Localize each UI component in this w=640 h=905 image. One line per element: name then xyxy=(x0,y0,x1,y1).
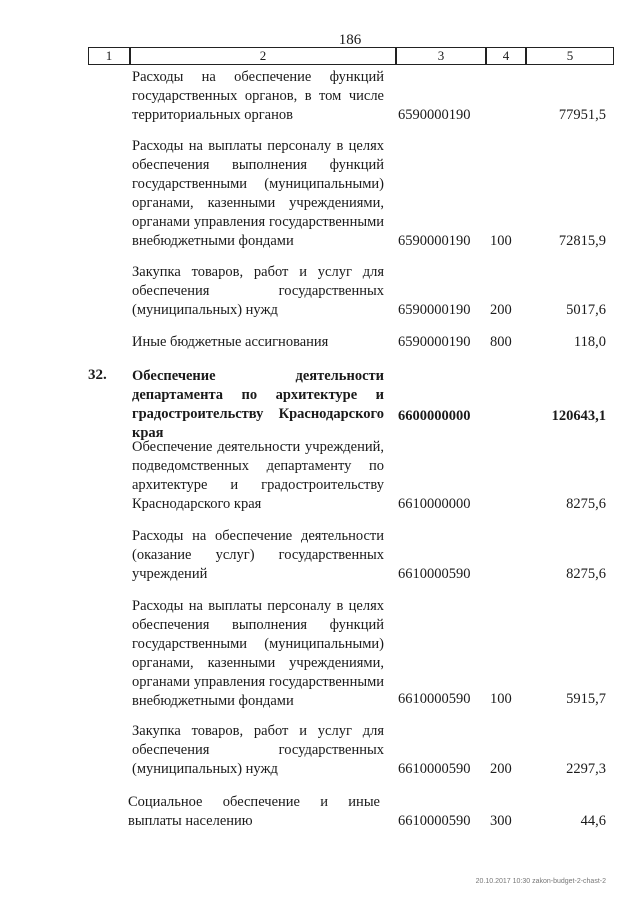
row-amount: 118,0 xyxy=(573,334,606,350)
row-amount: 8275,6 xyxy=(566,566,606,582)
page-number: 186 xyxy=(338,32,362,48)
row-type: 100 xyxy=(490,691,512,707)
row-amount: 2297,3 xyxy=(566,761,606,777)
row-description: Иные бюджетные ассигнования xyxy=(132,334,329,350)
row-description: Обеспечение деятельности департамента по архитектуре и градостроительству Краснодарского края xyxy=(132,368,384,441)
header-col-1: 1 xyxy=(88,47,130,65)
row-type: 200 xyxy=(490,761,512,777)
row-amount: 72815,9 xyxy=(558,233,606,249)
row-amount: 5017,6 xyxy=(566,302,606,318)
row-code: 6610000590 xyxy=(398,761,471,777)
footer-stamp: 20.10.2017 10:30 zakon-budget-2-chast-2 xyxy=(475,878,606,885)
row-description: Расходы на выплаты персоналу в целях обеспечения выполнения функций государственными (муниципальными) органами, казенными учреждениями, органами управления государственными внебюджетными фондами xyxy=(132,598,384,709)
row-code: 6590000190 xyxy=(398,107,471,123)
row-description: Закупка товаров, работ и услуг для обеспечения государственных (муниципальных) нужд xyxy=(132,723,384,777)
row-code: 6590000190 xyxy=(398,302,471,318)
section-number: 32. xyxy=(88,367,107,383)
row-amount: 5915,7 xyxy=(566,691,606,707)
row-code: 6610000590 xyxy=(398,813,471,829)
row-type: 300 xyxy=(490,813,512,829)
row-amount: 120643,1 xyxy=(551,408,606,424)
row-description: Обеспечение деятельности учреждений, подведомственных департаменту по архитектуре и градостроительству Краснодарского края xyxy=(132,439,384,512)
row-code: 6590000190 xyxy=(398,233,471,249)
row-description: Расходы на выплаты персоналу в целях обеспечения выполнения функций государственными (муниципальными) органами, казенными учреждениями, органами управления государственными внебюджетными фондами xyxy=(132,138,384,249)
row-amount: 8275,6 xyxy=(566,496,606,512)
row-description: Расходы на обеспечение деятельности (оказание услуг) государственных учреждений xyxy=(132,528,384,582)
table-header xyxy=(88,47,612,65)
header-col-3: 3 xyxy=(396,47,486,65)
header-col-5: 5 xyxy=(526,47,614,65)
row-description: Расходы на обеспечение функций государственных органов, в том числе территориальных органов xyxy=(132,69,384,123)
header-col-2: 2 xyxy=(130,47,396,65)
row-amount: 77951,5 xyxy=(558,107,606,123)
row-code: 6600000000 xyxy=(398,408,471,424)
row-description: Социальное обеспечение и иные выплаты населению xyxy=(128,794,380,829)
row-code: 6590000190 xyxy=(398,334,471,350)
row-description: Закупка товаров, работ и услуг для обеспечения государственных (муниципальных) нужд xyxy=(132,264,384,318)
row-code: 6610000000 xyxy=(398,496,471,512)
row-type: 800 xyxy=(490,334,512,350)
row-code: 6610000590 xyxy=(398,566,471,582)
header-col-4: 4 xyxy=(486,47,526,65)
row-code: 6610000590 xyxy=(398,691,471,707)
row-type: 200 xyxy=(490,302,512,318)
row-amount: 44,6 xyxy=(580,813,606,829)
row-type: 100 xyxy=(490,233,512,249)
